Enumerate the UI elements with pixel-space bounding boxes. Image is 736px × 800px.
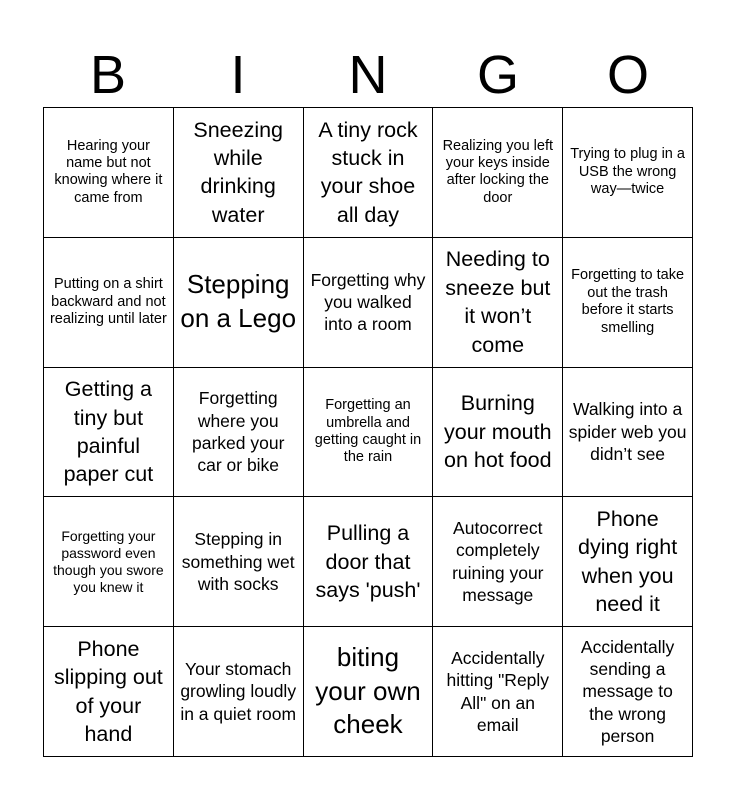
header-letter-n: N [348,45,388,105]
cell-text: Burning your mouth on hot food [443,391,552,473]
header-letter-i: I [230,45,246,105]
cell-text: Needing to sneeze but it won’t come [445,247,551,357]
bingo-cell[interactable] [563,497,693,627]
cell-text: Stepping in something wet with socks [181,529,295,594]
cell-text: Putting on a shirt backward and not realizing until later [49,276,167,327]
bingo-cell[interactable] [304,368,434,498]
bingo-cell[interactable] [304,627,434,757]
cell-text: Phone slipping out of your hand [54,636,163,746]
cell-text: Forgetting an umbrella and getting caught in the rain [314,397,422,466]
cell-text: A tiny rock stuck in your shoe all day [318,117,418,227]
cell-text: Pulling a door that says 'push' [315,521,421,602]
bingo-cell[interactable] [44,497,174,627]
cell-text: Forgetting your password even though you swore you knew it [53,528,164,595]
bingo-cell[interactable] [44,108,174,238]
cell-text: Forgetting to take out the trash before it starts smelling [571,267,685,336]
cell-text: Accidentally hitting "Reply All" on an email [446,647,550,735]
cell-text: biting your own cheek [315,641,421,740]
bingo-grid [43,107,693,757]
header-letter-o: O [606,45,649,105]
cell-text: Trying to plug in a USB the wrong way—twice [570,146,685,198]
bingo-cell[interactable] [563,368,693,498]
bingo-cell[interactable] [304,497,434,627]
bingo-cell[interactable] [174,108,304,238]
bingo-cell[interactable] [44,368,174,498]
cell-text: Forgetting why you walked into a room [310,269,426,335]
bingo-cell[interactable] [174,497,304,627]
bingo-cell[interactable] [44,627,174,757]
bingo-cell[interactable] [174,368,304,498]
bingo-cell[interactable] [304,238,434,368]
bingo-cell[interactable] [563,627,693,757]
bingo-header [43,44,693,106]
cell-text: Sneezing while drinking water [193,117,284,227]
bingo-cell[interactable] [433,368,563,498]
bingo-cell[interactable] [433,497,563,627]
bingo-cell[interactable] [174,238,304,368]
cell-text: Walking into a spider web you didn’t see [568,399,687,465]
cell-text: Your stomach growling loudly in a quiet room [180,659,297,724]
header-letter-g: G [476,45,519,105]
bingo-cell[interactable] [563,238,693,368]
cell-text: Getting a tiny but painful paper cut [63,377,154,487]
bingo-cell[interactable] [174,627,304,757]
cell-text: Accidentally sending a message to the wrong person [580,636,675,747]
bingo-cell[interactable] [304,108,434,238]
bingo-cell[interactable] [433,238,563,368]
bingo-cell[interactable] [44,238,174,368]
bingo-cell[interactable] [433,627,563,757]
bingo-cell[interactable] [433,108,563,238]
cell-text: Phone dying right when you need it [577,507,678,617]
cell-text: Stepping on a Lego [180,269,297,334]
cell-text: Autocorrect completely ruining your message [452,518,544,606]
header-letter-b: B [89,45,127,105]
bingo-cell[interactable] [563,108,693,238]
cell-text: Hearing your name but not knowing where it came from [54,137,163,206]
cell-text: Realizing you left your keys inside after locking the door [442,137,553,206]
cell-text: Forgetting where you parked your car or bike [191,388,285,476]
